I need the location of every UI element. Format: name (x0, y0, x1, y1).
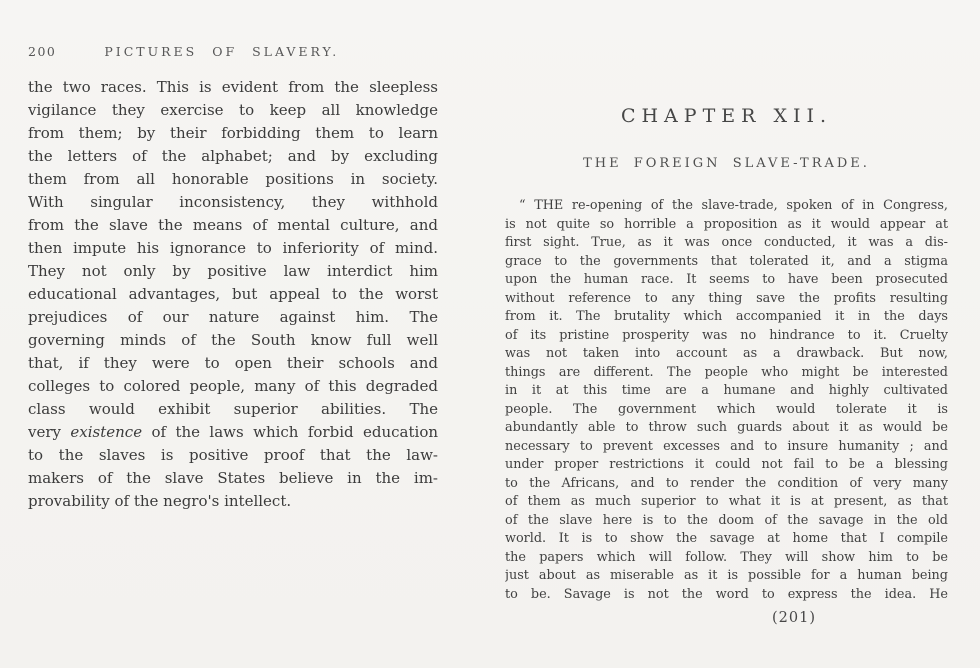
text-line: “ THE re-opening of the slave-trade, spoken of in Congress, (519, 198, 948, 213)
text-line: from the slave the means of mental culture, and (28, 216, 438, 234)
text-line: to the Africans, and to render the condition of very many (505, 475, 948, 491)
text-line: very existence of the laws which forbid education (28, 423, 438, 441)
text-line: world. It is to show the savage at home that I compile (505, 531, 948, 546)
text-line: educational advantages, but appeal to the worst (28, 285, 438, 303)
left-page-header (28, 44, 438, 59)
text-line: With singular inconsistency, they withhold (28, 193, 438, 211)
left-page-text (28, 76, 438, 513)
text-line: then impute his ignorance to inferiority of mind. (28, 239, 438, 257)
running-header: PICTURES OF SLAVERY. (104, 44, 340, 59)
text-line: provability of the negro's intellect. (28, 492, 292, 510)
text-line: from them; by their forbidding them to learn (28, 124, 438, 142)
text-line: was not taken into account as a drawback. But now, (505, 346, 948, 361)
text-line: prejudices of our nature against him. The (28, 308, 438, 326)
text-line: things are different. The people who might be interested (505, 364, 948, 380)
text-line: colleges to colored people, many of this degraded (28, 377, 438, 395)
chapter-heading: CHAPTER XII. (620, 105, 833, 127)
page-number-right: (201) (772, 610, 816, 626)
text-line: the two races. This is evident from the sleepless (28, 78, 438, 96)
text-line: from it. The brutality which accompanied it in the days (505, 309, 948, 324)
text-line: class would exhibit superior abilities. The (28, 400, 438, 418)
text-line: them from all honorable positions in society. (28, 170, 438, 188)
text-line: the papers which will follow. They will show him to be (505, 549, 948, 565)
text-line: makers of the slave States believe in the im- (28, 469, 438, 487)
text-line: the letters of the alphabet; and by excluding (28, 147, 438, 165)
text-line: of its pristine prosperity was no hindrance to it. Cruelty (505, 327, 948, 343)
text-line: first sight. True, as it was once conducted, it was a dis- (505, 235, 948, 250)
text-line: They not only by positive law interdict him (28, 262, 438, 280)
text-line: abundantly able to throw such guards about it as would be (505, 420, 948, 435)
text-line: to the slaves is positive proof that the law- (28, 446, 438, 464)
page-number-left: 200 (28, 44, 57, 59)
text-line: is not quite so horrible a proposition as it would appear at (505, 216, 948, 232)
text-line: of the slave here is to the doom of the savage in the old (505, 512, 948, 528)
text-line: under proper restrictions it could not fail to be a blessing (505, 457, 948, 472)
text-line: in it at this time are a humane and highly cultivated (505, 383, 948, 398)
text-line: that, if they were to open their schools and (28, 354, 438, 372)
text-line: to be. Savage is not the word to express the idea. He (505, 586, 948, 602)
text-line: without reference to any thing save the profits resulting (505, 290, 948, 306)
right-page (505, 106, 948, 646)
text-line: vigilance they exercise to keep all knowledge (28, 101, 438, 119)
chapter-subtitle: THE FOREIGN SLAVE-TRADE. (583, 156, 870, 171)
left-page (28, 44, 438, 544)
right-page-text (505, 197, 948, 604)
text-line: grace to the governments that tolerated it, and a stigma (505, 253, 948, 269)
text-line: people. The government which would tolerate it is (505, 401, 948, 417)
text-line: of them as much superior to what it is at present, as that (505, 494, 948, 509)
text-line: governing minds of the South know full well (28, 331, 438, 349)
text-line: upon the human race. It seems to have been prosecuted (505, 272, 948, 287)
text-line: just about as miserable as it is possible for a human being (505, 568, 948, 583)
text-line: necessary to prevent excesses and to insure humanity ; and (505, 438, 948, 454)
